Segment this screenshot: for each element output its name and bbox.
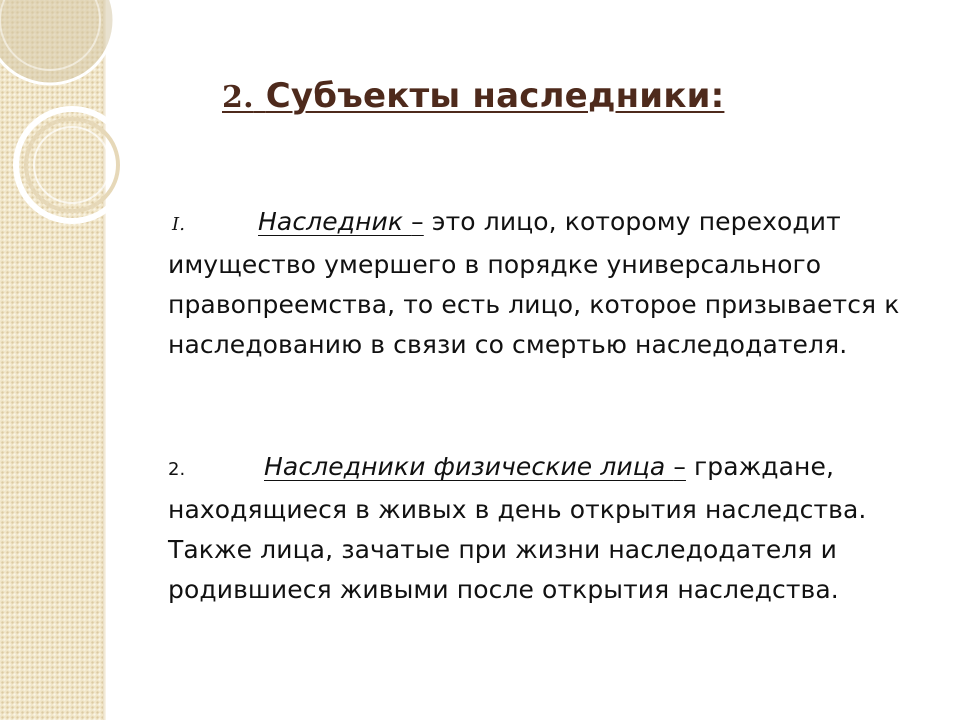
item-marker: 2.	[168, 459, 186, 480]
item-lead-rest: это лицо, которому	[423, 207, 691, 236]
title-text: Субъекты наследники:	[265, 76, 725, 116]
concentric-rings-decoration-icon	[0, 0, 140, 240]
list-item	[168, 447, 928, 610]
item-dash: –	[673, 452, 686, 481]
item-lead	[168, 207, 424, 236]
item-lead	[168, 452, 686, 481]
title-number: 2.	[222, 80, 254, 115]
item-body: переходит имущество умершего в порядке универсального правопреемства, то есть лицо, которое призывается к наследованию в связи со смертью наследодателя.	[168, 207, 900, 359]
item-marker: I.	[172, 214, 186, 235]
item-body: граждане, находящиеся в живых в день открытия наследства. Также лица, зачатые при жизни наследодателя и родившиеся живыми после открытия наследства.	[168, 452, 867, 604]
item-dash: –	[411, 207, 424, 236]
item-term: Наследники физические лица	[264, 452, 674, 481]
slide-title	[222, 76, 724, 116]
item-term: Наследник	[258, 207, 412, 236]
list-item	[168, 202, 928, 365]
